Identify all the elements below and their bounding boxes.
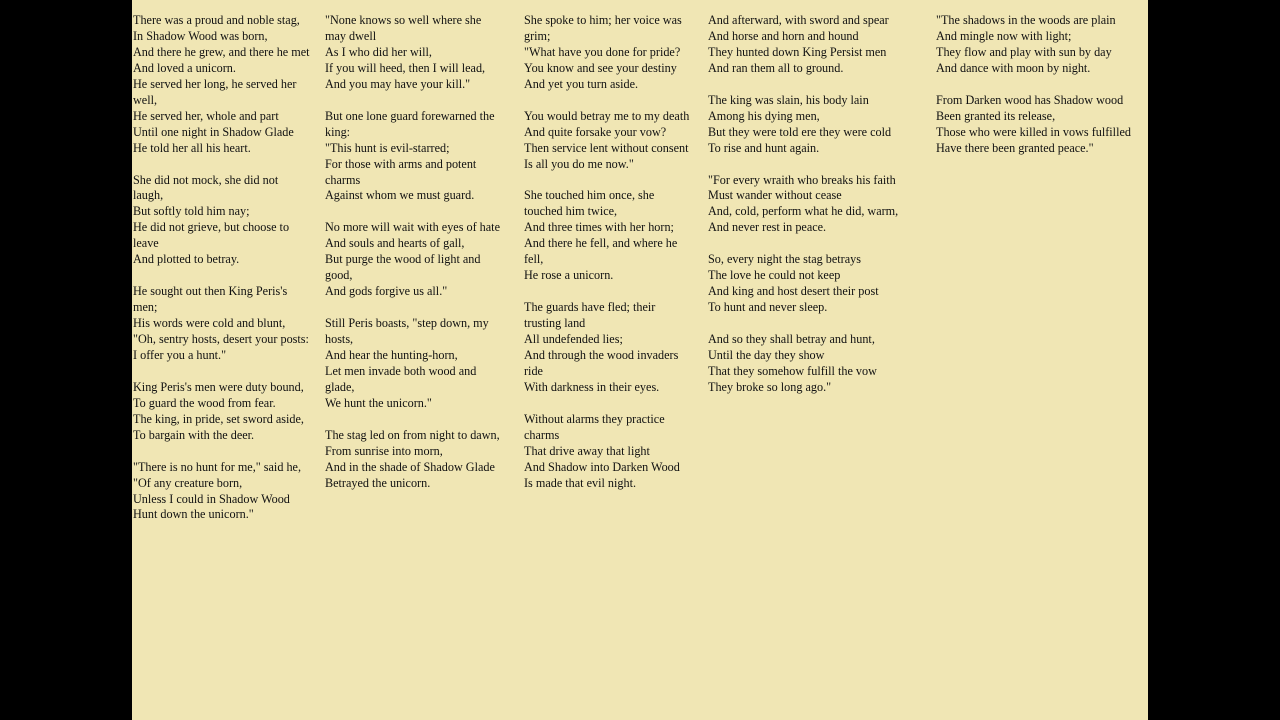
poem-line: To hunt and never sleep.: [708, 300, 828, 315]
poem-line: So, every night the stag betrays: [708, 252, 861, 267]
poem-line: The stag led on from night to dawn,: [325, 427, 500, 442]
poem-line: No more will wait with eyes of hate: [325, 220, 500, 235]
poem-line: He served her, whole and part: [133, 108, 279, 123]
poem-line: Is made that evil night.: [524, 475, 637, 490]
poem-line: Among his dying men,: [708, 108, 820, 123]
stanza: [936, 93, 1132, 157]
stanza: [325, 428, 502, 492]
stanza: [708, 173, 920, 237]
poem-line: Is all you do me now.": [524, 156, 634, 171]
poem-line: He sought out then King Peris's men;: [133, 284, 288, 315]
stanza: [708, 332, 920, 396]
poem-line: "This hunt is evil-starred;: [325, 140, 450, 155]
poem-line: I offer you a hunt.": [133, 347, 227, 362]
poem-line: You know and see your destiny: [524, 60, 677, 75]
poem-line: But softly told him nay;: [133, 204, 250, 219]
stanza: [133, 380, 311, 444]
poem-line: She touched him once, she touched him twice,: [524, 188, 655, 219]
stanza: [524, 300, 694, 396]
poem-line: And ran them all to ground.: [708, 60, 844, 75]
poem-line: There was a proud and noble stag,: [133, 13, 300, 27]
poem-line: And dance with moon by night.: [936, 60, 1091, 75]
poem-line: And three times with her horn;: [524, 220, 674, 235]
poem-line: Until one night in Shadow Glade: [133, 124, 294, 139]
poem-column-1: [133, 13, 311, 539]
poem-line: And king and host desert their post: [708, 284, 879, 299]
poem-line: All undefended lies;: [524, 332, 623, 347]
poem-line: Must wander without cease: [708, 188, 842, 203]
poem-line: And quite forsake your vow?: [524, 124, 667, 139]
poem-line: "There is no hunt for me," said he,: [133, 459, 302, 474]
stanza: [133, 173, 311, 269]
stanza: [325, 220, 502, 300]
poem-line: He rose a unicorn.: [524, 268, 614, 283]
poem-line: And through the wood invaders ride: [524, 347, 679, 378]
poem-line: The guards have fled; their trusting land: [524, 300, 656, 331]
poem-line: Still Peris boasts, "step down, my hosts,: [325, 316, 489, 347]
poem-line: They hunted down King Persist men: [708, 44, 887, 59]
poem-line: But one lone guard forewarned the king:: [325, 108, 495, 139]
poem-line: From sunrise into morn,: [325, 443, 443, 458]
poem-line: With darkness in their eyes.: [524, 379, 660, 394]
poem-line: We hunt the unicorn.": [325, 395, 432, 410]
stanza: [133, 13, 311, 157]
poem-line: And loved a unicorn.: [133, 60, 236, 75]
poem-line: Those who were killed in vows fulfilled: [936, 124, 1131, 139]
poem-line: And there he grew, and there he met: [133, 44, 310, 59]
poem-line: If you will heed, then I will lead,: [325, 60, 486, 75]
poem-line: He told her all his heart.: [133, 140, 251, 155]
poem-line: That they somehow fulfill the vow: [708, 363, 877, 378]
poem-line: And there he fell, and where he fell,: [524, 236, 678, 267]
poem-line: "The shadows in the woods are plain: [936, 13, 1116, 27]
poem-line: They broke so long ago.": [708, 379, 832, 394]
poem-line: And, cold, perform what he did, warm,: [708, 204, 899, 219]
poem-line: They flow and play with sun by day: [936, 44, 1112, 59]
poem-column-4: [708, 13, 920, 412]
poem-line: From Darken wood has Shadow wood: [936, 92, 1124, 107]
poem-line: "Oh, sentry hosts, desert your posts:: [133, 332, 309, 347]
poem-page: [132, 0, 1148, 720]
poem-line: And plotted to betray.: [133, 252, 240, 267]
poem-line: And hear the hunting-horn,: [325, 347, 458, 362]
poem-line: Betrayed the unicorn.: [325, 475, 431, 490]
poem-line: And Shadow into Darken Wood: [524, 459, 680, 474]
poem-column-3: [524, 13, 694, 507]
poem-line: The love he could not keep: [708, 268, 841, 283]
poem-line: As I who did her will,: [325, 44, 432, 59]
poem-line: You would betray me to my death: [524, 108, 690, 123]
poem-line: "For every wraith who breaks his faith: [708, 172, 896, 187]
poem-line: And yet you turn aside.: [524, 76, 639, 91]
poem-line: And mingle now with light;: [936, 28, 1072, 43]
poem-line: And never rest in peace.: [708, 220, 827, 235]
poem-line: And in the shade of Shadow Glade: [325, 459, 495, 474]
poem-line: The king was slain, his body lain: [708, 92, 869, 107]
stanza: [708, 252, 920, 316]
poem-line: "What have you done for pride?: [524, 44, 681, 59]
poem-line: And souls and hearts of gall,: [325, 236, 465, 251]
stanza: [708, 93, 920, 157]
poem-line: His words were cold and blunt,: [133, 316, 286, 331]
poem-line: Without alarms they practice charms: [524, 411, 665, 442]
poem-line: Been granted its release,: [936, 108, 1056, 123]
poem-line: Have there been granted peace.": [936, 140, 1094, 155]
stanza: [524, 109, 694, 173]
poem-line: And so they shall betray and hunt,: [708, 332, 875, 346]
poem-line: Until the day they show: [708, 347, 825, 362]
poem-line: And afterward, with sword and spear: [708, 13, 889, 27]
poem-line: Against whom we must guard.: [325, 188, 475, 203]
poem-line: Let men invade both wood and glade,: [325, 363, 477, 394]
poem-line: And you may have your kill.": [325, 76, 471, 91]
poem-line: But purge the wood of light and good,: [325, 252, 481, 283]
poem-line: But they were told ere they were cold: [708, 124, 892, 139]
stanza: [708, 13, 920, 77]
stanza: [325, 13, 502, 93]
poem-line: And horse and horn and hound: [708, 28, 859, 43]
poem-line: For those with arms and potent charms: [325, 156, 477, 187]
poem-line: Unless I could in Shadow Wood: [133, 491, 290, 506]
poem-column-2: [325, 13, 502, 507]
stanza: [325, 316, 502, 412]
poem-line: Hunt down the unicorn.": [133, 507, 254, 522]
poem-line: In Shadow Wood was born,: [133, 28, 268, 43]
poem-line: To guard the wood from fear.: [133, 395, 276, 410]
poem-line: To rise and hunt again.: [708, 140, 820, 155]
stanza: [524, 13, 694, 93]
stanza: [325, 109, 502, 205]
poem-line: "None knows so well where she may dwell: [325, 13, 482, 43]
poem-line: She did not mock, she did not laugh,: [133, 172, 279, 203]
stanza: [936, 13, 1132, 77]
poem-line: Then service lent without consent: [524, 140, 689, 155]
stanza: [524, 188, 694, 284]
stanza: [133, 284, 311, 364]
poem-line: To bargain with the deer.: [133, 427, 255, 442]
poem-line: King Peris's men were duty bound,: [133, 379, 304, 394]
poem-line: That drive away that light: [524, 443, 650, 458]
stanza: [133, 460, 311, 524]
poem-line: He did not grieve, but choose to leave: [133, 220, 290, 251]
poem-line: The king, in pride, set sword aside,: [133, 411, 304, 426]
poem-column-5: [936, 13, 1132, 173]
poem-line: She spoke to him; her voice was grim;: [524, 13, 682, 43]
poem-line: And gods forgive us all.": [325, 284, 448, 299]
poem-line: He served her long, he served her well,: [133, 76, 297, 107]
poem-line: "Of any creature born,: [133, 475, 243, 490]
stanza: [524, 412, 694, 492]
